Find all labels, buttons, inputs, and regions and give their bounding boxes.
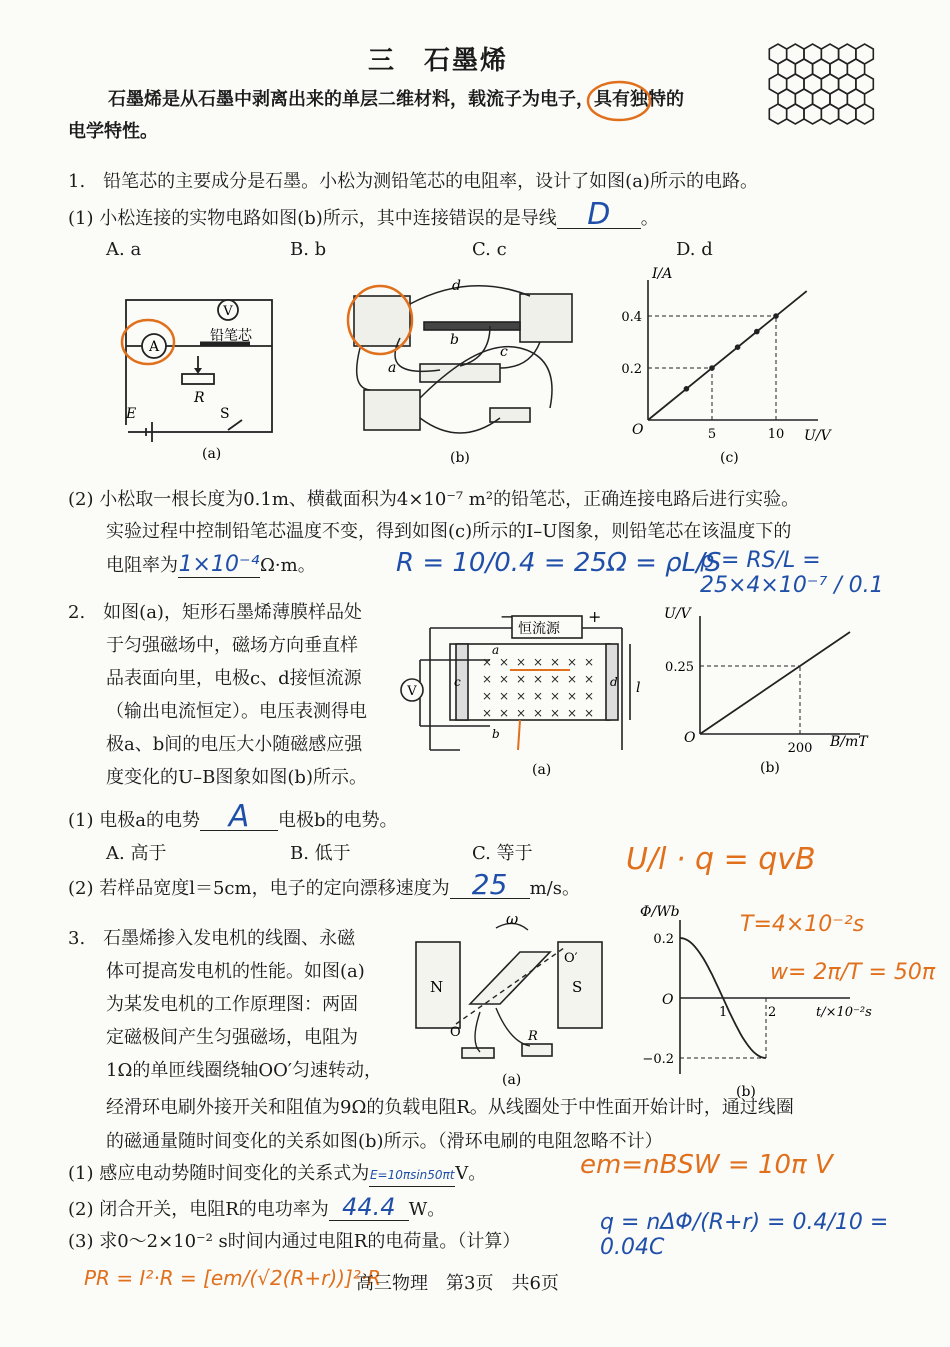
y-axis-label: I/A xyxy=(652,266,673,282)
q2-stem xyxy=(68,596,408,794)
field-into-page-mark: × xyxy=(499,706,510,720)
x-tick-label: 1 xyxy=(719,1005,728,1020)
q1-note-resistance: R = 10/0.4 = 25Ω = ρL/S xyxy=(396,548,722,578)
q1-stem: 1. 铅笔芯的主要成分是石墨。小松为测铅笔芯的电阻率，设计了如图(a)所示的电路。 xyxy=(68,171,758,192)
source-minus: − xyxy=(500,607,514,626)
field-into-page-mark: × xyxy=(516,689,527,703)
switch-label: S xyxy=(220,406,230,422)
omega-label: ω xyxy=(506,910,519,928)
origin-label: O xyxy=(662,992,674,1008)
y-axis-label: Φ/Wb xyxy=(640,904,680,920)
wire-a-label: a xyxy=(388,360,397,376)
field-into-page-mark: × xyxy=(567,672,578,686)
q1-note-resistivity: ρ = RS/L = 25×4×10⁻⁷ / 0.1 xyxy=(700,548,884,598)
rheostat-label: R xyxy=(194,390,205,406)
q3-note-power: PR = I²·R = [em/(√2(R+r))]²·R xyxy=(84,1266,382,1290)
page-footer: 高三物理 第3页 共6页 xyxy=(356,1273,559,1294)
field-into-page-mark: × xyxy=(550,706,561,720)
q3-fig-a-caption: (a) xyxy=(502,1072,522,1088)
origin-label: O xyxy=(684,730,696,746)
ammeter-label: A xyxy=(148,339,160,355)
source-plus: + xyxy=(588,607,602,626)
width-label: l xyxy=(636,680,641,696)
q1-part1: (1) 小松连接的实物电路如图(b)所示，其中连接错误的是导线 xyxy=(68,208,557,229)
data-point xyxy=(684,386,690,392)
q2-stem-line: 2. 如图(a)，矩形石墨烯薄膜样品处 xyxy=(68,602,362,623)
q1-part2-unit: Ω·m。 xyxy=(260,555,316,576)
field-into-page-mark: × xyxy=(482,689,493,703)
q1-physical-circuit xyxy=(340,278,580,466)
magnet-n-label: N xyxy=(430,978,444,996)
pencil-lead-label: 铅笔芯 xyxy=(210,328,252,344)
q2-fig-b-caption: (b) xyxy=(760,760,780,776)
field-into-page-mark: × xyxy=(584,672,595,686)
q1-option-b: B. b xyxy=(290,239,327,260)
q3-stem-line: 定磁极间产生匀强磁场，电阻为 xyxy=(106,1027,358,1048)
field-into-page-mark: × xyxy=(516,672,527,686)
field-into-page-mark: × xyxy=(567,655,578,669)
q3-stem-line: 体可提高发电机的性能。如图(a) xyxy=(106,961,365,982)
q3-note-em: em=nBSW = 10π V xyxy=(580,1150,833,1180)
data-point xyxy=(709,365,715,371)
q3-stem-line: 3. 石墨烯掺入发电机的线圈、永磁 xyxy=(68,928,356,949)
x-tick-label: 10 xyxy=(767,427,785,442)
svg-text:b: b xyxy=(492,727,500,741)
q3-part2-suffix: W。 xyxy=(408,1199,446,1220)
field-into-page-mark: × xyxy=(550,672,561,686)
x-axis-label: B/mT xyxy=(830,734,868,750)
constant-current-source-label: 恒流源 xyxy=(518,621,560,637)
q2-part2-unit: m/s。 xyxy=(529,878,580,899)
data-point xyxy=(754,329,760,335)
field-into-page-mark: × xyxy=(499,689,510,703)
q2-part2-answer: 25 xyxy=(450,872,530,899)
q2-part2-prefix: (2) 若样品宽度l＝5cm，电子的定向漂移速度为 xyxy=(68,878,450,899)
field-into-page-mark: × xyxy=(533,655,544,669)
q1-fig-b-caption: (b) xyxy=(450,450,470,466)
q2-fig-a-caption: (a) xyxy=(532,762,552,778)
field-into-page-mark: × xyxy=(584,689,595,703)
q2-stem-line: 于匀强磁场中，磁场方向垂直样 xyxy=(106,635,358,656)
magnet-s-label: S xyxy=(572,978,583,996)
field-into-page-mark: × xyxy=(533,689,544,703)
resistor-r-label: R xyxy=(528,1029,538,1044)
svg-text:c: c xyxy=(454,675,461,689)
x-axis-label: U/V xyxy=(804,428,831,444)
y-tick-label: −0.2 xyxy=(642,1052,674,1067)
y-tick-label: 0.2 xyxy=(653,932,674,947)
field-into-page-mark: × xyxy=(499,672,510,686)
graphene-lattice-icon xyxy=(770,44,870,140)
q3-part1-suffix: V。 xyxy=(455,1163,487,1184)
wire-b-label: b xyxy=(450,332,459,348)
q3-stem-line: 1Ω的单匝线圈绕轴OO′匀速转动， xyxy=(106,1060,382,1081)
field-into-page-mark: × xyxy=(499,655,510,669)
q3-generator-diagram xyxy=(410,912,620,1090)
q2-part1-suffix: 电极b的电势。 xyxy=(277,810,398,831)
lattice-hexagon xyxy=(787,104,804,124)
q3-note-omega: w= 2π/T = 50π xyxy=(770,960,936,985)
q2-option-b: B. 低于 xyxy=(290,843,351,864)
q3-part1-prefix: (1) 感应电动势随时间变化的关系式为 xyxy=(68,1163,370,1184)
q3-part2-prefix: (2) 闭合开关，电阻R的电功率为 xyxy=(68,1199,329,1220)
svg-text:d: d xyxy=(610,675,618,689)
wire-c-label: c xyxy=(500,344,508,360)
lattice-hexagon xyxy=(804,104,821,124)
y-tick-label: 0.25 xyxy=(665,660,694,675)
intro-line-2: 电学特性。 xyxy=(68,121,158,142)
q1-part2-line1: (2) 小松取一根长度为0.1m、横截面积为4×10⁻⁷ m²的铅笔芯，正确连接电路后进行实验。 xyxy=(68,489,800,510)
lattice-hexagon xyxy=(856,104,873,124)
q3-part2-answer: 44.4 xyxy=(329,1194,409,1221)
field-into-page-mark: × xyxy=(584,655,595,669)
q1-option-d: D. d xyxy=(676,239,713,260)
field-into-page-mark: × xyxy=(482,706,493,720)
intro-line-1: 石墨烯是从石墨中剥离出来的单层二维材料，载流子为电子，具有独特的 xyxy=(108,89,684,110)
y-tick-label: 0.2 xyxy=(621,362,642,377)
field-into-page-mark: × xyxy=(533,706,544,720)
x-tick-label: 2 xyxy=(768,1005,777,1020)
lattice-hexagon xyxy=(821,104,838,124)
q1-part2-line2: 实验过程中控制铅笔芯温度不变，得到如图(c)所示的I–U图象，则铅笔芯在该温度下的 xyxy=(106,521,792,542)
ub-line xyxy=(700,632,850,734)
lattice-hexagon xyxy=(769,104,786,124)
q2-stem-line: （输出电流恒定）。电压表测得电 xyxy=(106,701,367,722)
section-title: 三 石墨烯 xyxy=(368,46,509,76)
q2-stem-line: 品表面向里，电极c、d接恒流源 xyxy=(106,668,362,689)
data-point xyxy=(773,313,779,319)
iu-chart xyxy=(610,266,831,466)
q1-fig-a-caption: (a) xyxy=(202,446,222,462)
voltmeter-label: V xyxy=(223,304,233,319)
field-into-page-mark: × xyxy=(567,689,578,703)
data-point xyxy=(735,344,741,350)
origin-label: O xyxy=(632,422,644,438)
field-into-page-mark: × xyxy=(482,672,493,686)
circle-annotation xyxy=(586,80,656,124)
q3-part1-answer: E=10πsin50πt xyxy=(369,1164,455,1187)
battery-label: E xyxy=(126,406,137,422)
q3-stem xyxy=(68,922,408,1087)
lattice-hexagon xyxy=(839,104,856,124)
q1-part2-answer: 1×10⁻⁴ xyxy=(178,552,260,577)
q3-line7: 的磁通量随时间变化的关系如图(b)所示。（滑环电刷的电阻忽略不计） xyxy=(106,1131,663,1152)
q2-hall-diagram xyxy=(400,600,640,780)
q1-part2-prefix: 电阻率为 xyxy=(106,555,178,576)
q1-circuit-diagram xyxy=(110,290,280,465)
svg-text:a: a xyxy=(492,643,500,657)
q1-period: 。 xyxy=(640,208,659,229)
q3-stem-line: 为某发电机的工作原理图：两固 xyxy=(106,994,358,1015)
q3-note-charge: q = nΔΦ/(R+r) = 0.4/10 = 0.04C xyxy=(600,1210,889,1260)
field-into-page-mark: × xyxy=(516,706,527,720)
q3-fig-b-caption: (b) xyxy=(736,1084,756,1100)
axis-o-label: O xyxy=(450,1025,461,1040)
q2-stem-line: 度变化的U–B图象如图(b)所示。 xyxy=(106,767,367,788)
field-into-page-mark: × xyxy=(550,689,561,703)
field-into-page-mark: × xyxy=(584,706,595,720)
axis-o-prime-label: O′ xyxy=(564,951,578,966)
svg-text:V: V xyxy=(407,684,417,699)
q2-stem-line: 极a、b间的电压大小随磁感应强 xyxy=(106,734,363,755)
ub-chart xyxy=(660,604,870,774)
q1-fig-c-caption: (c) xyxy=(720,450,739,466)
field-into-page-mark: × xyxy=(533,672,544,686)
q3-part3: (3) 求0～2×10⁻² s时间内通过电阻R的电荷量。（计算） xyxy=(68,1231,521,1252)
q1-part1-answer: D xyxy=(557,202,641,229)
q2-note: U/l · q = qvB xyxy=(626,842,816,877)
q2-part1-prefix: (1) 电极a的电势 xyxy=(68,810,200,831)
wire-d-label: d xyxy=(452,278,461,294)
x-tick-label: 5 xyxy=(707,427,717,442)
field-into-page-mark: × xyxy=(482,655,493,669)
x-axis-label: t/×10⁻²s xyxy=(816,1005,872,1020)
x-tick-label: 200 xyxy=(787,741,813,756)
field-into-page-mark: × xyxy=(550,655,561,669)
y-tick-label: 0.4 xyxy=(621,310,642,325)
q2-option-a: A. 高于 xyxy=(106,843,167,864)
q3-note-period: T=4×10⁻²s xyxy=(740,912,865,937)
y-axis-label: U/V xyxy=(664,606,691,622)
q3-line6: 经滑环电刷外接开关和阻值为9Ω的负载电阻R。从线圈处于中性面开始计时，通过线圈 xyxy=(106,1097,794,1118)
field-into-page-mark: × xyxy=(567,706,578,720)
iu-fit-line xyxy=(648,291,807,420)
q2-option-c: C. 等于 xyxy=(472,843,533,864)
q1-option-c: C. c xyxy=(472,239,507,260)
field-into-page-mark: × xyxy=(516,655,527,669)
q1-option-a: A. a xyxy=(106,239,142,260)
q2-part1-answer: A xyxy=(200,804,278,831)
